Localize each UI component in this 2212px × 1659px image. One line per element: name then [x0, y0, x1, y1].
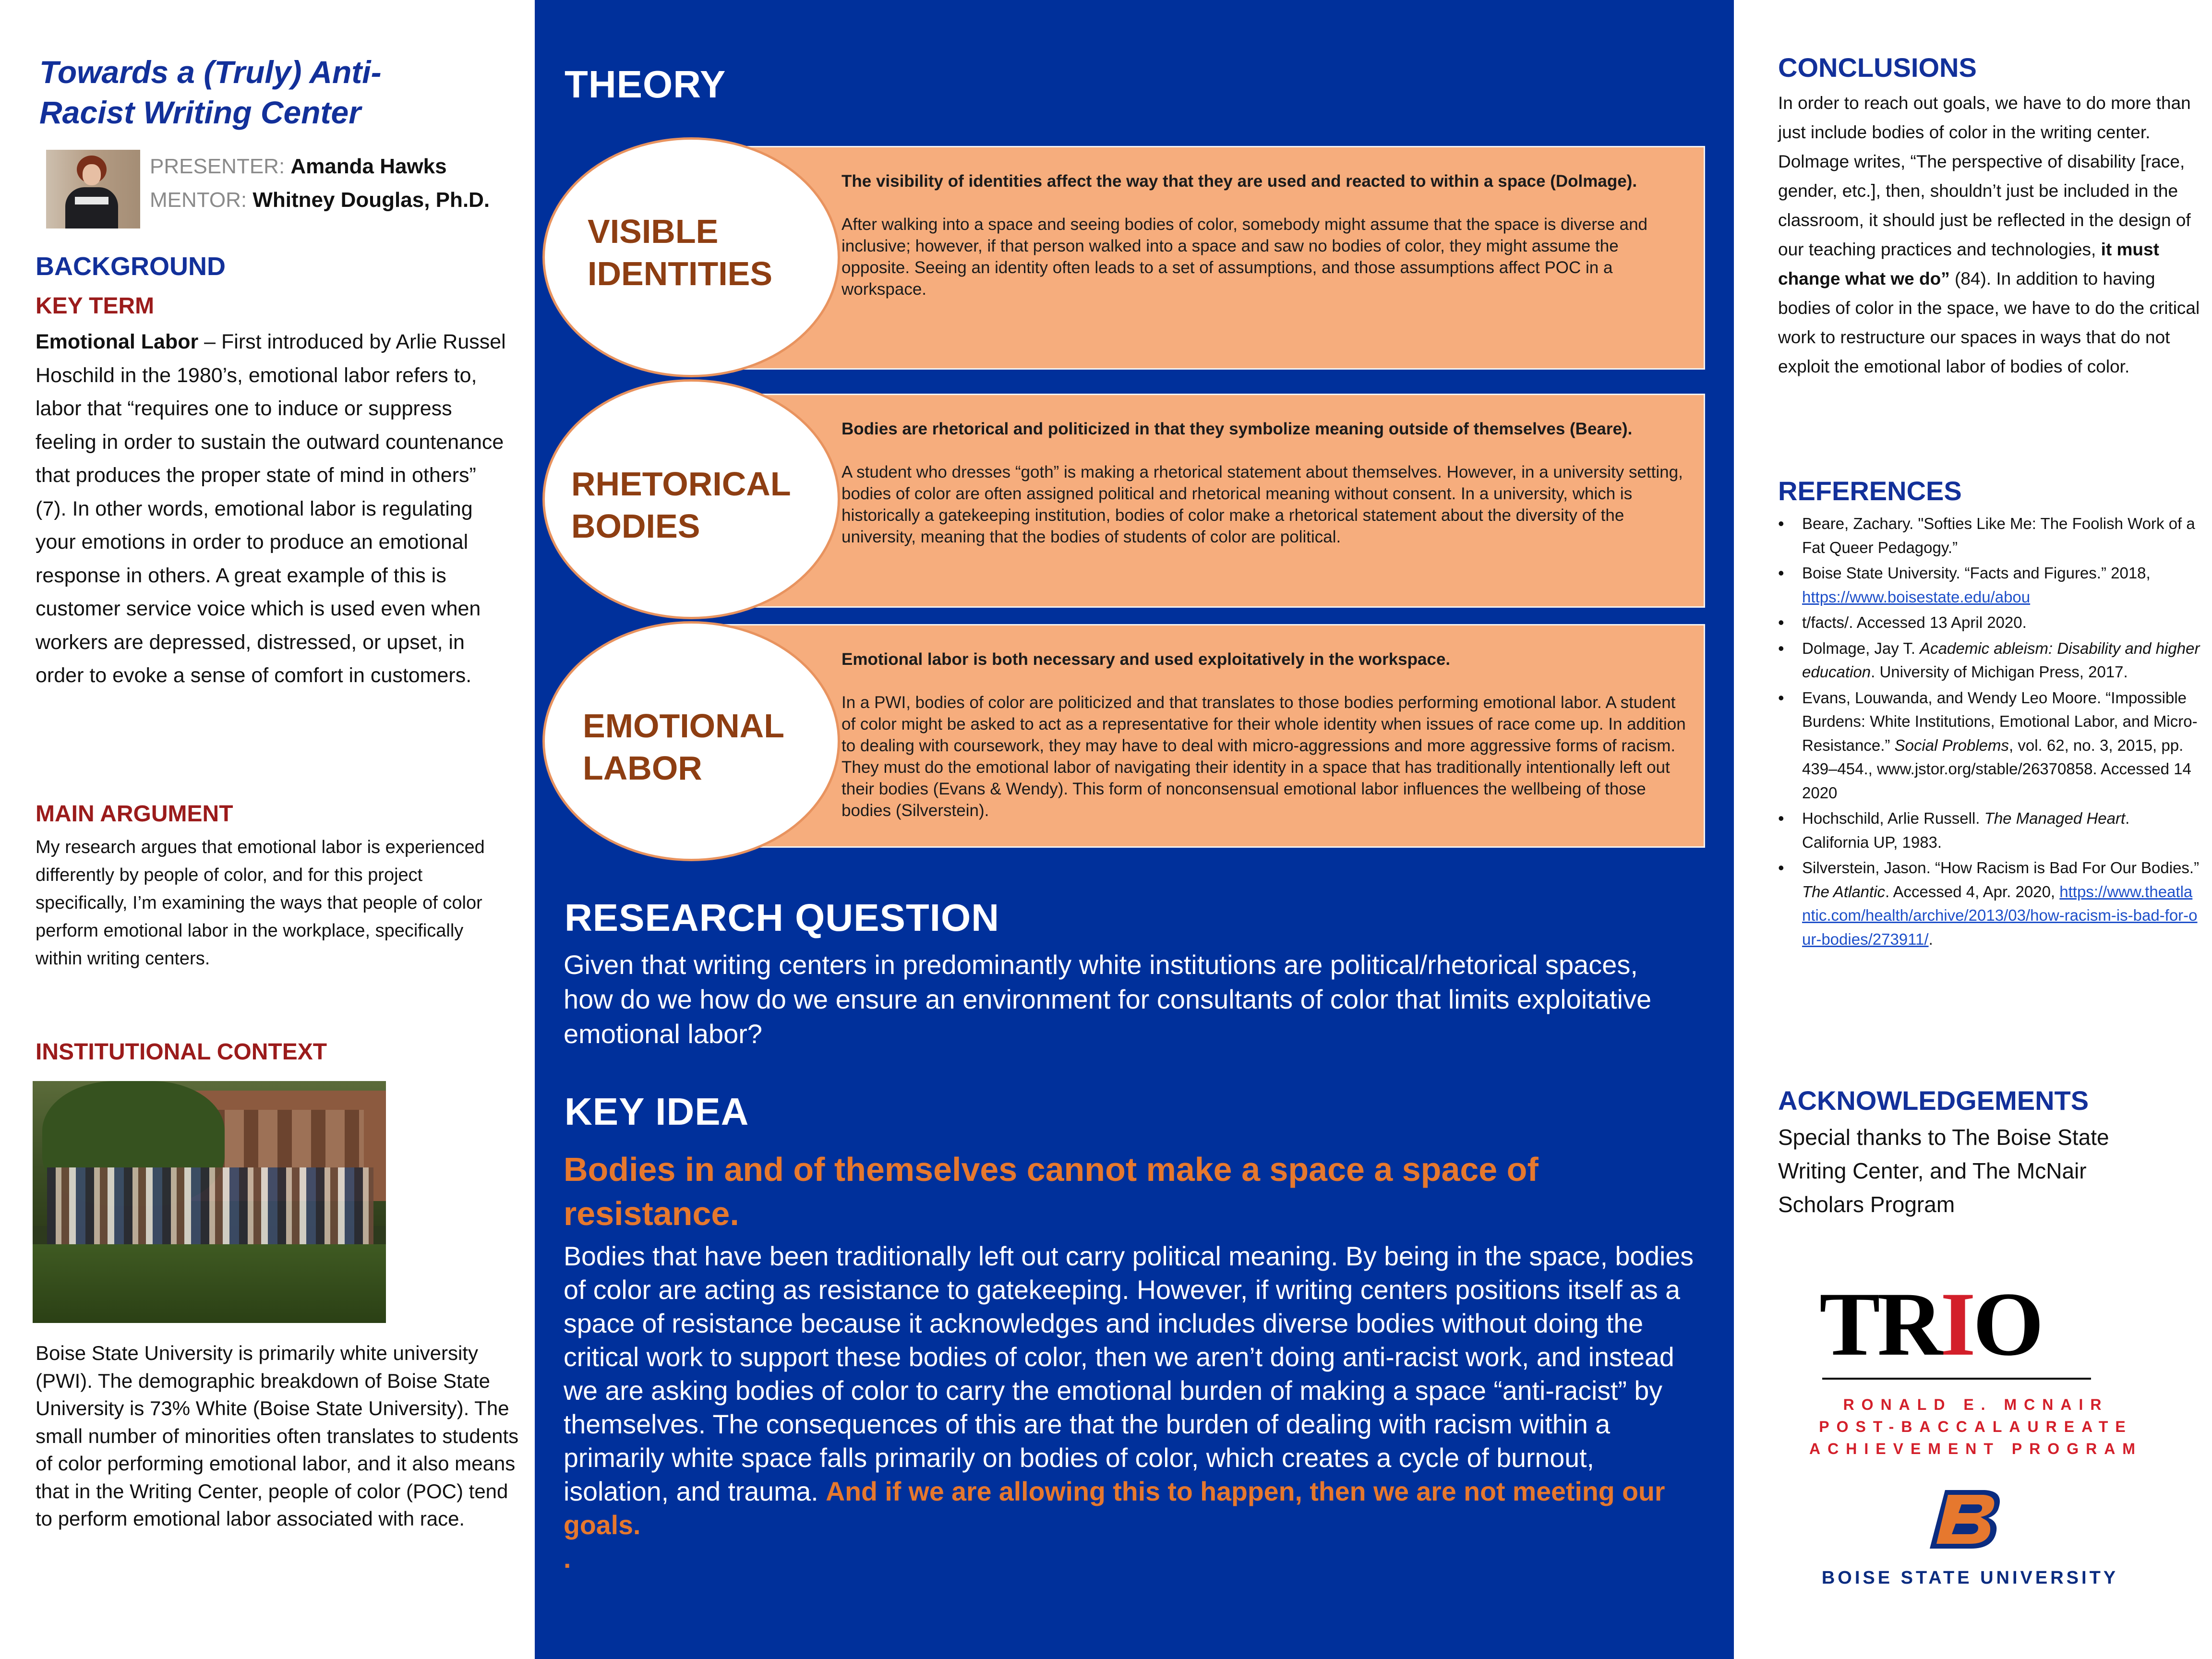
reference-text: Silverstein, Jason. “How Racism is Bad For Our Bodies.” [1802, 859, 2200, 877]
theory-label-rhetorical-bodies [571, 463, 791, 547]
presenter-label: PRESENTER: [150, 155, 291, 178]
theory-text: After walking into a space and seeing bodies of color, somebody might assume that the space is diverse and inclusive; however, if that person walked into a space and saw no bodies of color, they might assume the opposite. Seeing an identity often leads to a set of assumptions, and those assumptions affect POC in a workspace. [842, 215, 1648, 299]
reference-item [1778, 637, 2200, 684]
reference-italic: Academic ableism: Disability and higher education [1802, 639, 2200, 681]
trio-rule [1822, 1378, 2091, 1380]
reference-link[interactable]: https://www.theatlantic.com/health/archive/2013/03/how-racism-is-bad-for-our-bodies/273911/ [1802, 882, 2198, 948]
conclusions-text-start: In order to reach out goals, we have to do more than just include bodies of color in the writing center. Dolmage writes, “The perspective of disability [race, gender, etc.], then, shouldn’t just be included in the classroom, it should just be reflected in the design of our teaching practices and technologies, [1778, 93, 2191, 259]
reference-text: Dolmage, Jay T. [1802, 639, 1920, 657]
writing-center-group-photo [33, 1081, 386, 1323]
key-term-paragraph [36, 325, 511, 693]
main-argument-heading: MAIN ARGUMENT [36, 801, 233, 827]
theory-label-visible-identities [588, 210, 772, 295]
reference-italic: The Atlantic [1802, 882, 1886, 901]
reference-text: Evans, Louwanda, and Wendy Leo Moore. “Impossible Burdens: White Institutions, Emotional Labor, and Micro-Resistance.” [1802, 688, 2198, 754]
key-term-name: Emotional Labor [36, 330, 199, 353]
acknowledgements-text: Special thanks to The Boise State Writing Center, and The McNair Scholars Program [1778, 1125, 2109, 1217]
reference-item [1778, 611, 2200, 635]
poster-title: Towards a (Truly) Anti-Racist Writing Center [39, 54, 382, 130]
key-idea-heading: KEY IDEA [565, 1090, 749, 1133]
conclusions-text-end: (84). In addition to having bodies of color in the space, we have to do the critical work to restructure our spaces in ways that do not exploit the emotional labor of bodies of color. [1778, 269, 2200, 376]
mcnair-line-3: ACHIEVEMENT PROGRAM [1809, 1440, 2142, 1457]
key-idea-body: Bodies that have been traditionally left out carry political meaning. By being in the space, bodies of color are acting as resistance to gatekeeping. However, if writing centers positions itself as a space of resistance because it acknowledges and includes diverse bodies without doing the critical work to support these bodies of color, then we aren’t doing anti-racist work, and instead we are asking bodies of color to carry the emotional burden of making a space “anti-racist” by themselves. The consequences of this are that the burden of dealing with racism within a primarily white space falls primarily on bodies of color, which creates a cycle of burnout, isolation, and trauma. [564, 1241, 1694, 1506]
theory-heading: THEORY [565, 63, 726, 106]
trio-letter-o: O [1972, 1274, 2041, 1375]
reference-text: . [1928, 930, 1933, 948]
theory-label-emotional-labor [583, 705, 784, 789]
presenter-credit [150, 155, 447, 179]
key-idea-text [564, 1239, 1696, 1575]
references-heading: REFERENCES [1778, 476, 1962, 506]
theory-text: In a PWI, bodies of color are politicized and that translates to those bodies performing emotional labor. A student of color might be asked to act as a representative for their whole identity when issues of race come up. In addition to dealing with coursework, they may have to deal with micro-aggressions and more aggressive forms of racism. They must do the emotional labor of navigating their identity in a space that has traditionally intentionally left out their bodies (Evans & Wendy). This form of nonconsensual emotional labor influences the wellbeing of those bodies (Silverstein). [842, 693, 1686, 820]
reference-italic: The Managed Heart [1984, 809, 2126, 827]
trio-letters: TR [1819, 1274, 1940, 1375]
reference-text: Boise State University. “Facts and Figures.” 2018, [1802, 564, 2151, 582]
key-term-text: – First introduced by Arlie Russel Hoschild in the 1980’s, emotional labor refers to, labor that “requires one to induce or suppress feeling in order to sustain the outward countenance that produces the proper state of mind in others” (7). In other words, emotional labor is regulating your emotions in order to produce an emotional response in others. A great example of this is customer service voice which is used even when workers are depressed, distressed, or upset, in order to evoke a sense of comfort in customers. [36, 330, 506, 687]
theory-lead: The visibility of identities affect the way that they are used and reacted to within a space (Dolmage). [842, 172, 1637, 191]
key-idea-lead: Bodies in and of themselves cannot make a space a space of resistance. [564, 1151, 1539, 1232]
mentor-label: MENTOR: [150, 188, 253, 212]
mentor-name: Whitney Douglas, Ph.D. [252, 188, 490, 212]
boise-state-name: BOISE STATE UNIVERSITY [1821, 1568, 2119, 1588]
institutional-context-text: Boise State University is primarily white university (PWI). The demographic breakdown of Boise State University is 73% White (Boise State University). The small number of minorities often translates to students of color performing emotional labor, and it also means that in the Writing Center, people of color (POC) tend to perform emotional labor associated with race. [36, 1342, 519, 1530]
acknowledgements-heading: ACKNOWLEDGEMENTS [1778, 1085, 2089, 1116]
reference-item [1778, 856, 2200, 951]
reference-text: , vol. 62, no. 3, 2015, pp. 439–454., www.jstor.org/stable/26370858. Accessed 14 2020 [1802, 736, 2191, 802]
references-list [1778, 512, 2200, 953]
mentor-credit [150, 188, 490, 212]
presenter-photo [46, 150, 140, 228]
mcnair-line-1: RONALD E. MCNAIR [1843, 1396, 2109, 1413]
theory-lead: Emotional labor is both necessary and used exploitatively in the workspace. [842, 650, 1451, 669]
presenter-name: Amanda Hawks [290, 155, 447, 178]
reference-item [1778, 512, 2200, 559]
reference-item [1778, 686, 2200, 805]
institutional-context-heading: INSTITUTIONAL CONTEXT [36, 1039, 327, 1065]
reference-text: t/facts/. Accessed 13 April 2020. [1802, 613, 2027, 631]
research-question-heading: RESEARCH QUESTION [565, 896, 999, 939]
reference-item [1778, 806, 2200, 854]
reference-text: . California UP, 1983. [1802, 809, 2130, 851]
mcnair-line-2: POST-BACCALAUREATE [1819, 1418, 2133, 1435]
label-line: LABOR [583, 749, 702, 787]
key-idea-trailing: . [564, 1544, 571, 1574]
reference-italic: Social Problems [1894, 736, 2009, 754]
background-heading: BACKGROUND [36, 252, 226, 281]
theory-text: A student who dresses “goth” is making a rhetorical statement about themselves. However, in a university setting, bodies of color are often assigned political and rhetorical meaning without consent. In a university, which is historically a gatekeeping institution, bodies of color make a rhetorical statement about the diversity of the university, meaning that the bodies of students of color are political. [842, 463, 1683, 546]
main-argument-text: My research argues that emotional labor is experienced differently by people of color, and for this project specifically, I’m examining the ways that people of color perform emotional labor in the workplace, specifically within writing centers. [36, 837, 485, 969]
reference-text: . University of Michigan Press, 2017. [1871, 663, 2128, 681]
label-line: IDENTITIES [588, 255, 773, 292]
label-line: BODIES [571, 507, 700, 545]
reference-item [1778, 561, 2200, 609]
label-line: RHETORICAL [571, 465, 791, 503]
key-term-heading: KEY TERM [36, 293, 155, 319]
bronco-b-logo-icon [1927, 1485, 2008, 1552]
trio-letter-i: I [1940, 1274, 1973, 1375]
conclusions-text [1778, 88, 2200, 381]
label-line: EMOTIONAL [583, 707, 784, 745]
trio-logo [1819, 1274, 2107, 1375]
reference-text: . Accessed 4, Apr. 2020, [1885, 882, 2060, 901]
trio-wordmark [1819, 1274, 2041, 1375]
conclusions-heading: CONCLUSIONS [1778, 52, 1977, 83]
research-question-text: Given that writing centers in predominantly white institutions are political/rhetorical spaces, how do we how do we ensure an environment for consultants of color that limits exploitative emotional labor? [564, 950, 1652, 1049]
conclusions-text-bold: it must change what we do” [1778, 240, 2159, 289]
reference-text: Hochschild, Arlie Russell. [1802, 809, 1984, 827]
label-line: VISIBLE [588, 213, 719, 250]
key-idea-accent: And if we are allowing this to happen, then we are not meeting our goals. [564, 1477, 1665, 1540]
reference-link[interactable]: https://www.boisestate.edu/abou [1802, 588, 2031, 606]
reference-text: Beare, Zachary. "Softies Like Me: The Foolish Work of a Fat Queer Pedagogy.” [1802, 515, 2195, 556]
theory-lead: Bodies are rhetorical and politicized in that they symbolize meaning outside of themselves (Beare). [842, 420, 1633, 438]
